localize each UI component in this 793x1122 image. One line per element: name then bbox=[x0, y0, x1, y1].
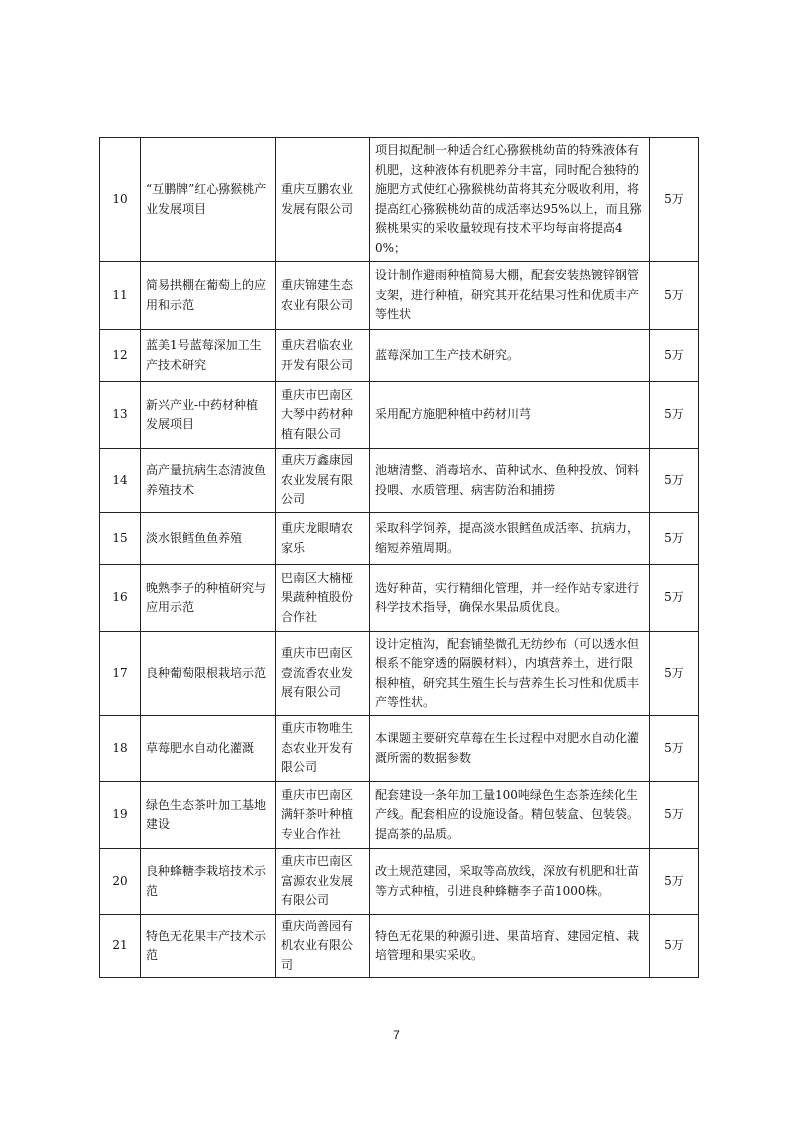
table-row bbox=[100, 849, 699, 915]
row-number: 16 bbox=[100, 565, 141, 632]
funding-amount: 5万 bbox=[650, 565, 699, 632]
project-name: 草莓肥水自动化灌溉 bbox=[141, 716, 276, 782]
project-content: 配套建设一条年加工量100吨绿色生态茶连续化生产线。配套相应的设施设备。精包装盒、包装袋。提高茶的品质。 bbox=[370, 782, 650, 849]
page-number: 7 bbox=[393, 1028, 400, 1042]
funding-amount: 5万 bbox=[650, 449, 699, 513]
row-number: 21 bbox=[100, 915, 141, 978]
table-row bbox=[100, 330, 699, 382]
row-number: 20 bbox=[100, 849, 141, 915]
project-content: 采取科学饲养，提高淡水银鳕鱼成活率、抗病力，缩短养殖周期。 bbox=[370, 513, 650, 565]
project-content: 采用配方施肥种植中药材川芎 bbox=[370, 382, 650, 449]
project-content: 设计定植沟，配套铺垫微孔无纺纱布（可以透水但根系不能穿透的隔膜材料），内填营养土，进行限根种植，研究其生殖生长与营养生长习性和优质丰产等性状。 bbox=[370, 632, 650, 716]
project-content: 选好种苗，实行精细化管理，并一经作站专家进行科学技术指导，确保水果品质优良。 bbox=[370, 565, 650, 632]
funding-amount: 5万 bbox=[650, 915, 699, 978]
project-name: 高产量抗病生态清波鱼养殖技术 bbox=[141, 449, 276, 513]
table-row bbox=[100, 449, 699, 513]
funding-amount: 5万 bbox=[650, 513, 699, 565]
row-number: 13 bbox=[100, 382, 141, 449]
undertaking-unit: 重庆市巴南区壹流香农业发展有限公司 bbox=[276, 632, 370, 716]
funding-amount: 5万 bbox=[650, 330, 699, 382]
row-number: 18 bbox=[100, 716, 141, 782]
project-name: 特色无花果丰产技术示范 bbox=[141, 915, 276, 978]
table-row bbox=[100, 716, 699, 782]
project-name: 淡水银鳕鱼鱼养殖 bbox=[141, 513, 276, 565]
undertaking-unit: 重庆君临农业开发有限公司 bbox=[276, 330, 370, 382]
project-name: 晚熟李子的种植研究与应用示范 bbox=[141, 565, 276, 632]
project-name: 良种蜂糖李栽培技术示范 bbox=[141, 849, 276, 915]
project-content: 项目拟配制一种适合红心猕猴桃幼苗的特殊液体有机肥，这种液体有机肥养分丰富，同时配合独特的施肥方式使红心猕猴桃幼苗将其充分吸收利用，将提高红心猕猴桃幼苗的成活率达95%以上，而且猕猴桃果实的采收量较现有技术平均每亩将提高40%； bbox=[370, 138, 650, 262]
funding-amount: 5万 bbox=[650, 382, 699, 449]
funding-amount: 5万 bbox=[650, 716, 699, 782]
funding-amount: 5万 bbox=[650, 262, 699, 330]
undertaking-unit: 重庆龙眼晴农家乐 bbox=[276, 513, 370, 565]
table-row bbox=[100, 262, 699, 330]
table-row bbox=[100, 782, 699, 849]
table-row bbox=[100, 513, 699, 565]
undertaking-unit: 重庆尚善园有机农业有限公司 bbox=[276, 915, 370, 978]
row-number: 10 bbox=[100, 138, 141, 262]
funding-amount: 5万 bbox=[650, 782, 699, 849]
project-name: 新兴产业-中药材种植发展项目 bbox=[141, 382, 276, 449]
project-content: 池塘清整、消毒培水、苗种试水、鱼种投放、饲料投喂、水质管理、病害防治和捕捞 bbox=[370, 449, 650, 513]
project-content: 设计制作避雨种植简易大棚，配套安装热镀锌钢管支架，进行种植，研究其开花结果习性和优质丰产等性状 bbox=[370, 262, 650, 330]
row-number: 15 bbox=[100, 513, 141, 565]
undertaking-unit: 重庆市物唯生态农业开发有限公司 bbox=[276, 716, 370, 782]
funding-amount: 5万 bbox=[650, 849, 699, 915]
funding-amount: 5万 bbox=[650, 138, 699, 262]
undertaking-unit: 重庆市巴南区大琴中药材种植有限公司 bbox=[276, 382, 370, 449]
project-name: 简易拱棚在葡萄上的应用和示范 bbox=[141, 262, 276, 330]
project-table bbox=[99, 137, 699, 978]
row-number: 12 bbox=[100, 330, 141, 382]
project-name: “互鹏牌”红心猕猴桃产业发展项目 bbox=[141, 138, 276, 262]
project-name: 绿色生态茶叶加工基地建设 bbox=[141, 782, 276, 849]
row-number: 17 bbox=[100, 632, 141, 716]
row-number: 11 bbox=[100, 262, 141, 330]
undertaking-unit: 重庆市巴南区富源农业发展有限公司 bbox=[276, 849, 370, 915]
table-row bbox=[100, 632, 699, 716]
table-row bbox=[100, 138, 699, 262]
project-content: 特色无花果的种源引进、果苗培育、建园定植、栽培管理和果实采收。 bbox=[370, 915, 650, 978]
project-content: 蓝莓深加工生产技术研究。 bbox=[370, 330, 650, 382]
row-number: 19 bbox=[100, 782, 141, 849]
undertaking-unit: 重庆万鑫康园农业发展有限公司 bbox=[276, 449, 370, 513]
project-content: 本课题主要研究草莓在生长过程中对肥水自动化灌溉所需的数据参数 bbox=[370, 716, 650, 782]
undertaking-unit: 重庆互鹏农业发展有限公司 bbox=[276, 138, 370, 262]
undertaking-unit: 巴南区大楠桠果蔬种植股份合作社 bbox=[276, 565, 370, 632]
project-name: 蓝美1号蓝莓深加工生产技术研究 bbox=[141, 330, 276, 382]
table-row bbox=[100, 915, 699, 978]
row-number: 14 bbox=[100, 449, 141, 513]
project-content: 改土规范建园，采取等高放线，深放有机肥和壮苗等方式种植，引进良种蜂糖李子苗1000株。 bbox=[370, 849, 650, 915]
funding-amount: 5万 bbox=[650, 632, 699, 716]
table-row bbox=[100, 565, 699, 632]
undertaking-unit: 重庆市巴南区满轩茶叶种植专业合作社 bbox=[276, 782, 370, 849]
undertaking-unit: 重庆锦建生态农业有限公司 bbox=[276, 262, 370, 330]
table-row bbox=[100, 382, 699, 449]
project-name: 良种葡萄限根栽培示范 bbox=[141, 632, 276, 716]
